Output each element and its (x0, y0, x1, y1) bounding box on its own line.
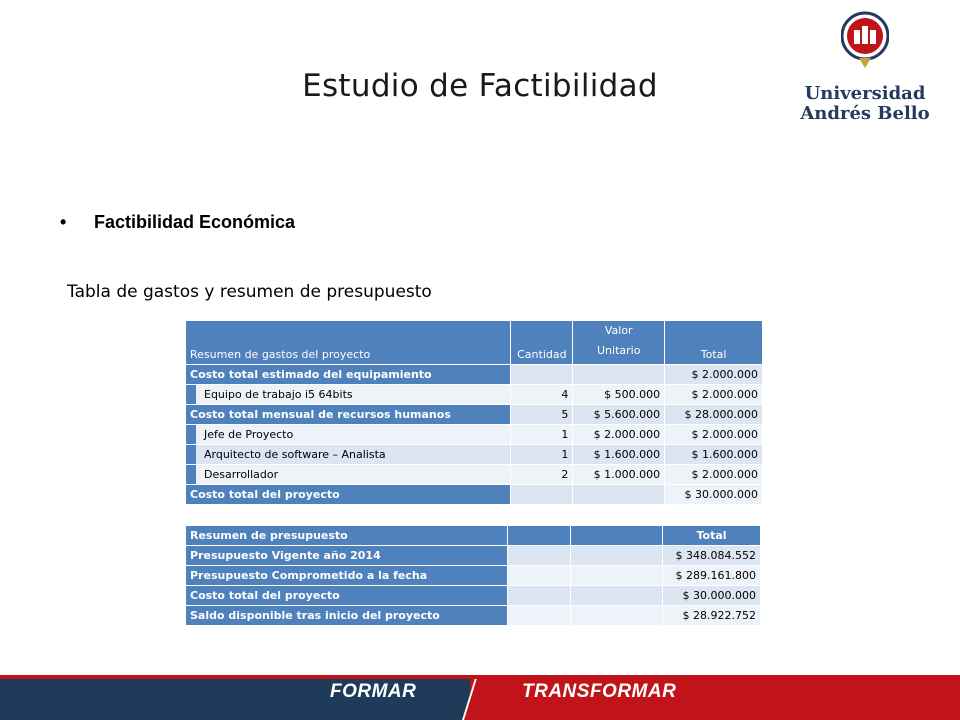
table-subtitle: Tabla de gastos y resumen de presupuesto (67, 282, 432, 302)
logo-line2: Andrés Bello (800, 103, 930, 124)
gastos-header-unit (573, 321, 665, 365)
footer-top-stripe (0, 675, 960, 679)
row-empty (507, 546, 571, 566)
row-total: $ 2.000.000 (665, 365, 763, 385)
row-empty (507, 606, 571, 626)
row-empty (571, 606, 663, 626)
logo-line1: Universidad (804, 83, 926, 104)
row-qty: 4 (511, 385, 573, 405)
gastos-header-total: Total (665, 321, 763, 365)
gastos-header-concept: Resumen de gastos del proyecto (186, 321, 511, 365)
gastos-header-unit-line1: Valor (604, 324, 633, 337)
table-row (186, 405, 763, 425)
row-total: $ 28.922.752 (663, 606, 761, 626)
row-label: Costo total estimado del equipamiento (186, 365, 511, 385)
row-total: $ 2.000.000 (665, 465, 763, 485)
row-total: $ 289.161.800 (663, 566, 761, 586)
presupuesto-header-row (186, 526, 761, 546)
footer-left-label: FORMAR (330, 681, 417, 702)
row-label: Equipo de trabajo i5 64bits (186, 385, 511, 405)
gastos-table (185, 320, 763, 505)
footer-divider-icon (462, 675, 484, 720)
row-qty: 1 (511, 445, 573, 465)
footer-bar (0, 675, 960, 720)
bullet-icon: • (60, 212, 67, 232)
row-total: $ 1.600.000 (665, 445, 763, 465)
row-label: Costo total del proyecto (186, 485, 511, 505)
row-label: Jefe de Proyecto (186, 425, 511, 445)
row-unit (573, 365, 665, 385)
row-unit: $ 1.000.000 (573, 465, 665, 485)
row-label: Costo total del proyecto (186, 586, 508, 606)
row-empty (507, 566, 571, 586)
row-unit (573, 485, 665, 505)
presupuesto-header-total: Total (663, 526, 761, 546)
gastos-header-unit-line2: Unitario (597, 344, 641, 357)
row-label: Presupuesto Comprometido a la fecha (186, 566, 508, 586)
presupuesto-table (185, 525, 761, 626)
row-empty (571, 546, 663, 566)
slide-title: Estudio de Factibilidad (302, 68, 658, 104)
row-total: $ 30.000.000 (663, 586, 761, 606)
table-row (186, 586, 761, 606)
row-label: Presupuesto Vigente año 2014 (186, 546, 508, 566)
row-label: Costo total mensual de recursos humanos (186, 405, 511, 425)
gastos-header-qty: Cantidad (511, 321, 573, 365)
table-row (186, 606, 761, 626)
row-empty (571, 566, 663, 586)
row-qty (511, 365, 573, 385)
footer-right-label: TRANSFORMAR (522, 681, 677, 702)
row-label: Arquitecto de software – Analista (186, 445, 511, 465)
table-row (186, 445, 763, 465)
row-total: $ 28.000.000 (665, 405, 763, 425)
table-row (186, 546, 761, 566)
gastos-header-row (186, 321, 763, 365)
crest-icon (841, 10, 889, 76)
row-unit: $ 5.600.000 (573, 405, 665, 425)
row-qty: 1 (511, 425, 573, 445)
row-label: Saldo disponible tras inicio del proyecto (186, 606, 508, 626)
row-unit: $ 1.600.000 (573, 445, 665, 465)
row-empty (571, 586, 663, 606)
row-qty: 5 (511, 405, 573, 425)
table-row (186, 566, 761, 586)
presupuesto-header-empty (507, 526, 571, 546)
table-row (186, 425, 763, 445)
row-unit: $ 500.000 (573, 385, 665, 405)
table-row (186, 385, 763, 405)
row-total: $ 348.084.552 (663, 546, 761, 566)
row-qty (511, 485, 573, 505)
table-row (186, 365, 763, 385)
row-total: $ 2.000.000 (665, 425, 763, 445)
university-logo (800, 10, 930, 122)
row-unit: $ 2.000.000 (573, 425, 665, 445)
presupuesto-header-empty (571, 526, 663, 546)
row-label: Desarrollador (186, 465, 511, 485)
row-total: $ 30.000.000 (665, 485, 763, 505)
presupuesto-header-concept: Resumen de presupuesto (186, 526, 508, 546)
row-total: $ 2.000.000 (665, 385, 763, 405)
table-row (186, 465, 763, 485)
row-qty: 2 (511, 465, 573, 485)
row-empty (507, 586, 571, 606)
table-row (186, 485, 763, 505)
bullet-text: Factibilidad Económica (94, 212, 296, 232)
